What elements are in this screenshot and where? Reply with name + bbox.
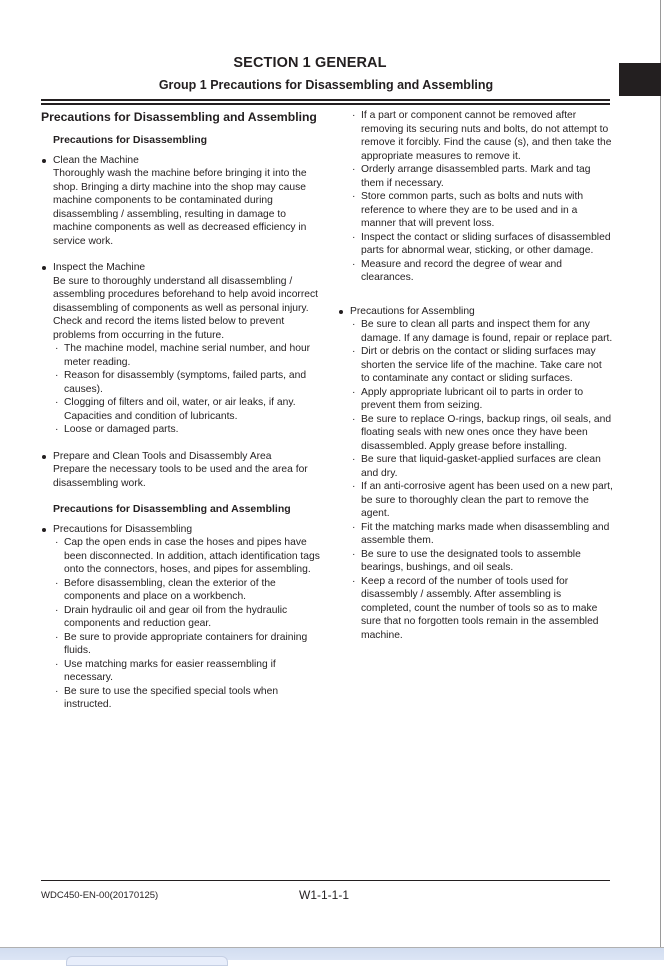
middot-icon: · [55, 343, 59, 354]
list-item: · The machine model, machine serial number, and hour meter reading. [55, 343, 311, 368]
list-item: · Fit the matching marks made when disassembling and assemble them. [352, 521, 610, 546]
bullet-title: Precautions for Assembling [350, 305, 475, 317]
list-item: · Apply appropriate lubricant oil to parts in order to prevent them from seizing. [352, 386, 584, 411]
list-item: · Reason for disassembly (symptoms, failed parts, and causes). [55, 370, 307, 395]
middot-icon: · [352, 481, 356, 492]
list-item: · Before disassembling, clean the exterior of the components and place on a workbench. [55, 577, 276, 602]
middot-icon: · [352, 110, 356, 121]
middot-icon: · [55, 631, 59, 643]
bullet-dot-icon [42, 528, 46, 532]
middot-icon: · [55, 370, 59, 381]
bullet-body: Check and record the items listed below to prevent problems from occurring in the future. [53, 316, 285, 341]
middot-icon: · [55, 424, 59, 435]
list-item: · Keep a record of the number of tools used for disassembly / assembly. After assembling is completed, count the number of tools so as to make sure that no forgotten tools remain in the assembled machine. [352, 575, 599, 641]
bullet-body: Be sure to thoroughly understand all disassembling / assembling procedures beforehand to help avoid incorrect disassembling of components as well as personal injury. [53, 275, 319, 314]
middot-icon: · [352, 258, 356, 270]
section-title: SECTION 1 GENERAL [233, 55, 387, 71]
bullet-title: Precautions for Disassembling [53, 523, 193, 535]
list-item: · Cap the open ends in case the hoses and pipes have been disconnected. In addition, attach identification tags onto the connectors, hoses, and pipes for assembling. [55, 537, 320, 575]
bullet-dot-icon [42, 455, 46, 459]
assembling-list [350, 318, 613, 642]
bullet-inspect-machine [41, 261, 321, 437]
header-double-rule [41, 99, 610, 105]
list-item: · Be sure that liquid-gasket-applied surfaces are clean and dry. [352, 454, 601, 479]
document-code: WDC450-EN-00(20170125) [41, 890, 159, 901]
list-item: · Store common parts, such as bolts and nuts with reference to where they are to be used and in a manner that will prevent loss. [352, 191, 584, 229]
list-item: · Measure and record the degree of wear and clearances. [352, 258, 562, 283]
bullet-precautions-assembling [338, 305, 613, 643]
bullet-title: Prepare and Clean Tools and Disassembly Area [53, 450, 272, 462]
footer-rule [41, 880, 610, 881]
bullet-clean-machine [41, 154, 321, 249]
middot-icon: · [352, 548, 356, 560]
list-item: · Clogging of filters and oil, water, or air leaks, if any. Capacities and condition of lubricants. [55, 397, 296, 422]
viewer-bottom-bar [0, 947, 664, 960]
bullet-dot-icon [339, 310, 343, 314]
list-item: · Dirt or debris on the contact or sliding surfaces may shorten the service life of the machine. Take care not to contaminate any contact or sliding surfaces. [352, 346, 602, 384]
middot-icon: · [55, 604, 59, 616]
left-column [41, 110, 321, 712]
list-item: · Be sure to use the specified special tools when instructed. [55, 685, 279, 710]
disassembling-list-continued [350, 109, 613, 285]
subheading-disassembling: Precautions for Disassembling [53, 134, 208, 146]
bullet-precautions-disassembling [41, 523, 321, 712]
middot-icon: · [55, 685, 59, 697]
bullet-dot-icon [42, 159, 46, 163]
middot-icon: · [352, 386, 356, 398]
list-item: · Orderly arrange disassembled parts. Mark and tag them if necessary. [352, 164, 591, 189]
list-item: · Drain hydraulic oil and gear oil from the hydraulic components and reduction gear. [55, 604, 288, 629]
middot-icon: · [352, 346, 356, 357]
list-item: · Loose or damaged parts. [55, 424, 179, 435]
middot-icon: · [352, 319, 356, 330]
bullet-title: Clean the Machine [53, 154, 139, 166]
middot-icon: · [55, 537, 59, 548]
bullet-prepare-tools [41, 450, 321, 491]
right-column [338, 109, 613, 642]
list-item: · Be sure to use the designated tools to assemble bearings, bushings, and oil seals. [352, 548, 581, 573]
middot-icon: · [352, 191, 356, 202]
middot-icon: · [352, 231, 356, 243]
subheading-disassembling-assembling: Precautions for Disassembling and Assembling [53, 503, 291, 515]
inspect-checklist [53, 342, 321, 437]
bullet-body: Prepare the necessary tools to be used and the area for disassembling work. [53, 464, 308, 489]
middot-icon: · [352, 575, 356, 587]
middot-icon: · [352, 454, 356, 465]
list-item: · Inspect the contact or sliding surfaces of disassembled parts for abnormal wear, sticking, or other damage. [352, 231, 611, 256]
middot-icon: · [352, 164, 356, 175]
list-item: · Be sure to provide appropriate containers for draining fluids. [55, 631, 308, 656]
page-number: W1-1-1-1 [299, 888, 350, 902]
bullet-dot-icon [42, 266, 46, 270]
disassembling-continued [338, 109, 613, 285]
middot-icon: · [55, 397, 59, 408]
list-item: · Be sure to clean all parts and inspect them for any damage. If any damage is found, repair or replace part. [352, 319, 613, 344]
middot-icon: · [55, 577, 59, 589]
list-item: · If a part or component cannot be removed after removing its securing nuts and bolts, do not attempt to remove it forcibly. Find the cause (s), and then take the appropriate measures to remove it. [352, 110, 612, 162]
bullet-title: Inspect the Machine [53, 262, 146, 273]
disassembling-list [53, 536, 321, 712]
list-item: · Use matching marks for easier reassembling if necessary. [55, 658, 276, 683]
main-heading: Precautions for Disassembling and Assembling [41, 110, 317, 124]
viewer-tab-pill[interactable] [66, 956, 228, 966]
list-item: · If an anti-corrosive agent has been used on a new part, be sure to thoroughly clean the part to remove the agent. [352, 481, 613, 519]
middot-icon: · [55, 658, 59, 670]
middot-icon: · [352, 521, 356, 533]
group-title: Group 1 Precautions for Disassembling and Assembling [158, 78, 494, 92]
list-item: · Be sure to replace O-rings, backup rings, oil seals, and floating seals with new ones once they have been disassembled. Apply grease before installing. [352, 413, 612, 452]
middot-icon: · [352, 413, 356, 425]
bullet-body: Thoroughly wash the machine before bringing it into the shop. Bringing a dirty machine into the shop may cause machine components to be contaminated during disassembling / assembling, resulting in damage to machine components as well as decreased efficiency in service work. [53, 168, 307, 247]
